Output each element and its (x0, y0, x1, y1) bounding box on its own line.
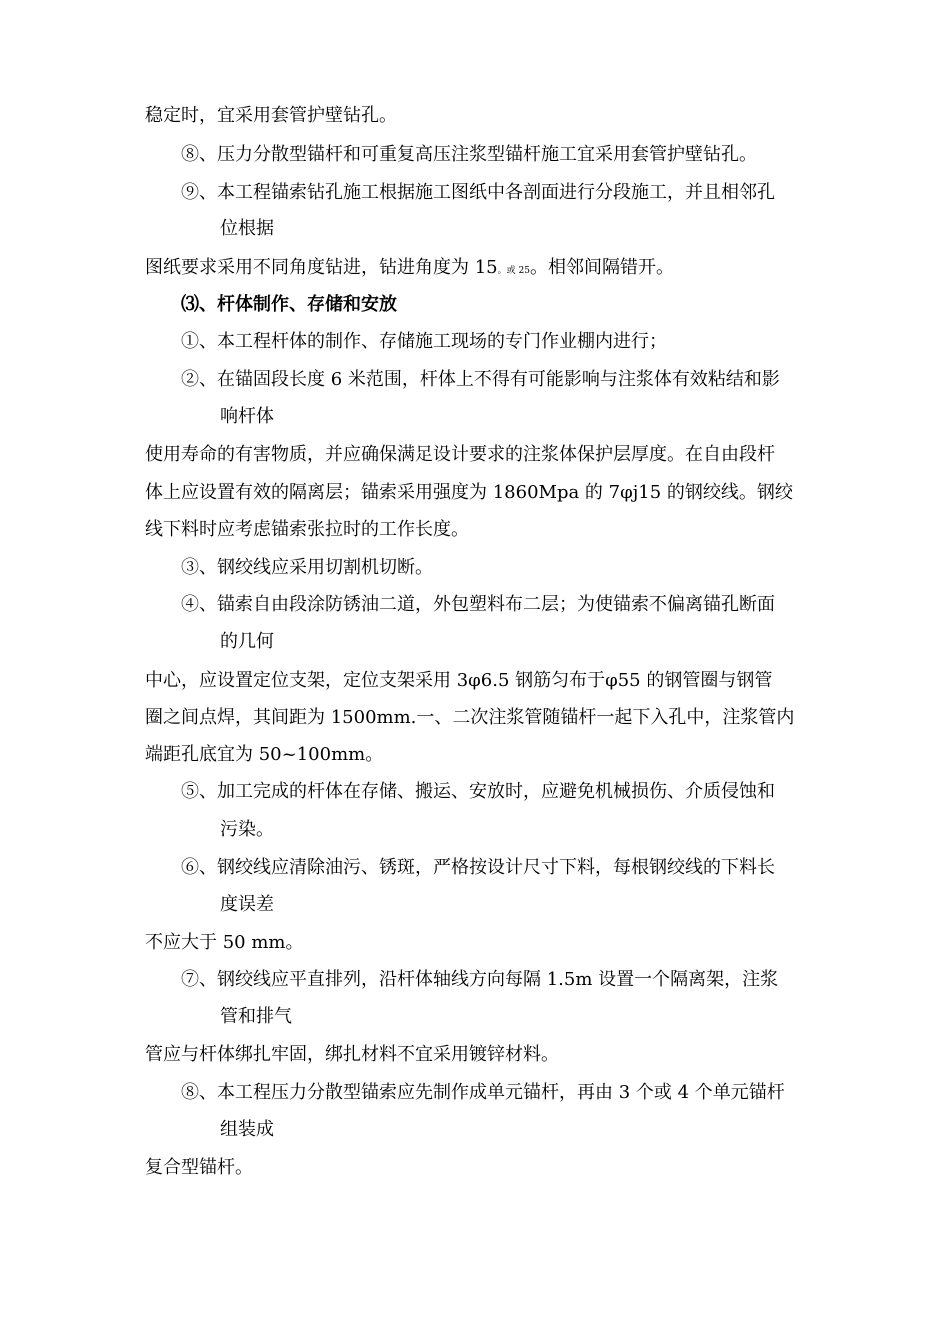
line-text: 图纸要求采用不同角度钻进，钻进角度为 15 (145, 257, 498, 278)
paragraph-line: ②、在锚固段长度 6 米范围，杆体上不得有可能影响与注浆体有效粘结和影 (181, 369, 780, 390)
paragraph-line: 体上应设置有效的隔离层；锚索采用强度为 1860Mpa 的 7φj15 的钢绞线。钢绞 (145, 482, 793, 503)
paragraph-line: ⑥、钢绞线应清除油污、锈斑，严格按设计尺寸下料，每根钢绞线的下料长 (181, 857, 775, 878)
paragraph-line: 响杆体 (220, 406, 274, 427)
paragraph-line: 管应与杆体绑扎牢固，绑扎材料不宜采用镀锌材料。 (145, 1044, 559, 1065)
paragraph-line: 线下料时应考虑锚索张拉时的工作长度。 (145, 519, 469, 540)
paragraph-line: ①、本工程杆体的制作、存储施工现场的专门作业棚内进行； (181, 331, 667, 352)
paragraph-line: 的几何 (220, 631, 274, 652)
degree-mark: 。或 25 (497, 266, 530, 276)
paragraph-line (145, 256, 674, 283)
paragraph-line: 管和排气 (220, 1006, 292, 1027)
paragraph-line: 中心，应设置定位支架，定位支架采用 3φ6.5 钢筋匀布于φ55 的钢管圈与钢管 (145, 670, 773, 691)
paragraph-line: 污染。 (220, 819, 274, 840)
paragraph-line: ⑨、本工程锚索钻孔施工根据施工图纸中各剖面进行分段施工，并且相邻孔 (181, 182, 775, 203)
paragraph-line: ⑧、压力分散型锚杆和可重复高压注浆型锚杆施工宜采用套管护壁钻孔。 (181, 144, 757, 165)
paragraph-line: 度误差 (220, 894, 274, 915)
paragraph-line: 不应大于 50 mm。 (145, 932, 304, 953)
degree-mark: 。相邻间隔错开。 (529, 257, 674, 278)
paragraph-line: ⑧、本工程压力分散型锚索应先制作成单元锚杆，再由 3 个或 4 个单元锚杆 (181, 1082, 785, 1103)
paragraph-line: 圈之间点焊，其间距为 1500mm.一、二次注浆管随锚杆一起下入孔中，注浆管内 (145, 707, 795, 728)
paragraph-line: 组装成 (220, 1119, 274, 1140)
section-heading: ⑶、杆体制作、存储和安放 (181, 294, 397, 315)
paragraph-line: 稳定时，宜采用套管护壁钻孔。 (145, 105, 397, 126)
paragraph-line: 复合型锚杆。 (145, 1157, 253, 1178)
paragraph-line: 使用寿命的有害物质，并应确保满足设计要求的注浆体保护层厚度。在自由段杆 (145, 444, 775, 465)
paragraph-line: ⑤、加工完成的杆体在存储、搬运、安放时，应避免机械损伤、介质侵蚀和 (181, 781, 775, 802)
paragraph-line: ④、锚索自由段涂防锈油二道，外包塑料布二层；为使锚索不偏离锚孔断面 (181, 594, 775, 615)
paragraph-line: 端距孔底宜为 50~100mm。 (145, 744, 384, 765)
paragraph-line: ⑦、钢绞线应平直排列，沿杆体轴线方向每隔 1.5m 设置一个隔离架，注浆 (181, 969, 779, 990)
paragraph-line: ③、钢绞线应采用切割机切断。 (181, 557, 433, 578)
paragraph-line: 位根据 (220, 218, 274, 239)
